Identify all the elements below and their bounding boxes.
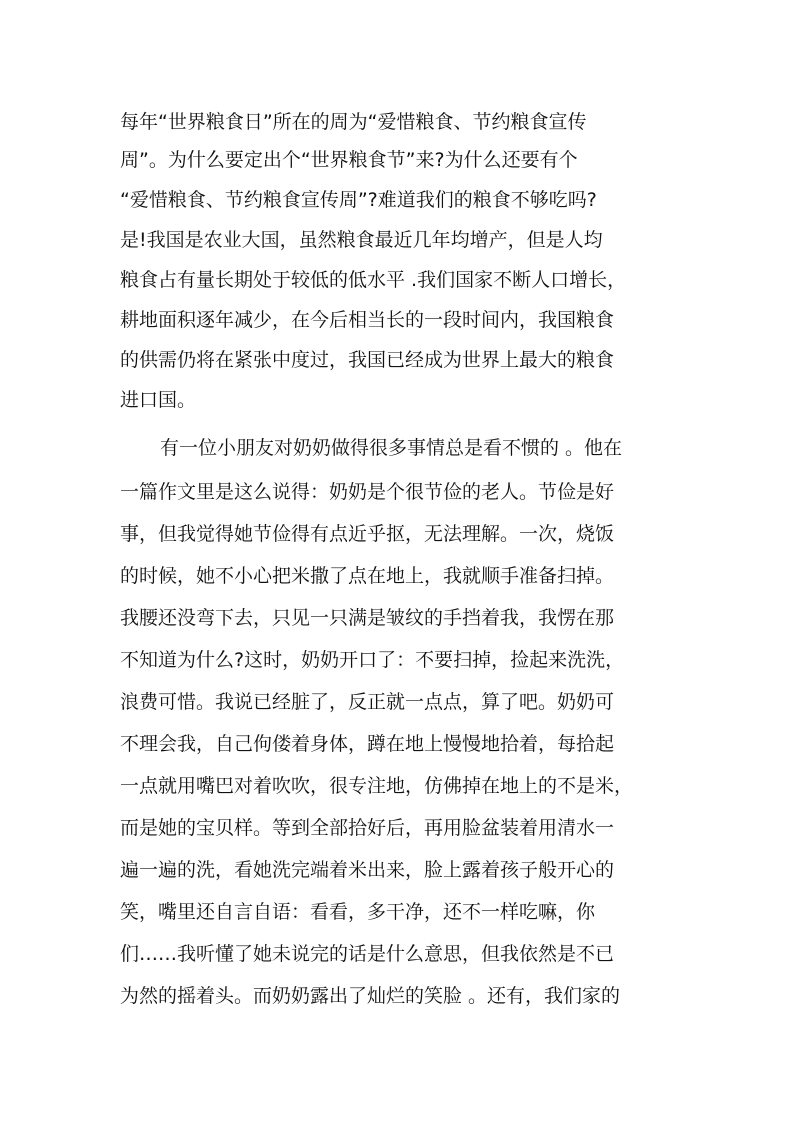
text-line: 的时候，她不小心把米撒了点在地上，我就顺手准备扫掉。 [120, 565, 615, 587]
paragraph-first-line: 有一位小朋友对奶奶做得很多事情总是看不惯的 。他在 [160, 437, 623, 459]
text-line: 的供需仍将在紧张中度过，我国已经成为世界上最大的粮食 [120, 349, 615, 371]
text-line: 为然的摇着头。而奶奶露出了灿烂的笑脸 。还有，我们家的 [120, 985, 621, 1007]
text-line: 不知道为什么?这时，奶奶开口了：不要扫掉，捡起来洗洗， [120, 649, 625, 671]
text-line: 不理会我，自己佝偻着身体，蹲在地上慢慢地拾着，每拾起 [120, 733, 615, 755]
text-line: 周”。为什么要定出个“世界粮食节”来?为什么还要有个 [120, 149, 578, 171]
text-line: 浪费可惜。我说已经脏了，反正就一点点，算了吧。奶奶可 [120, 691, 615, 713]
text-line: 一点就用嘴巴对着吹吹，很专注地，仿佛掉在地上的不是米， [120, 775, 634, 797]
text-line: “爱惜粮食、节约粮食宣传周”?难道我们的粮食不够吃吗? [120, 189, 597, 211]
text-line: 进口国。 [120, 389, 197, 411]
text-line: 我腰还没弯下去，只见一只满是皱纹的手挡着我，我愣在那 [120, 607, 615, 629]
text-line: 遍一遍的洗，看她洗完端着米出来，脸上露着孩子般开心的 [120, 859, 615, 881]
text-line: 是!我国是农业大国，虽然粮食最近几年均增产，但是人均 [120, 229, 603, 251]
text-line: 每年“世界粮食日”所在的周为“爱惜粮食、节约粮食宣传 [120, 111, 587, 133]
text-line: 耕地面积逐年减少，在今后相当长的一段时间内，我国粮食 [120, 309, 615, 331]
text-line: 而是她的宝贝样。等到全部拾好后，再用脸盆装着用清水一 [120, 817, 615, 839]
text-line: 事，但我觉得她节俭得有点近乎抠，无法理解。一次，烧饭 [120, 523, 615, 545]
text-line: 们……我听懂了她未说完的话是什么意思，但我依然是不已 [120, 943, 615, 965]
text-line: 粮食占有量长期处于较低的低水平 .我们国家不断人口增长， [120, 269, 627, 291]
text-line: 笑，嘴里还自言自语：看看，多干净，还不一样吃嘛，你 [120, 901, 596, 923]
text-line: 一篇作文里是这么说得：奶奶是个很节俭的老人。节俭是好 [120, 481, 615, 503]
